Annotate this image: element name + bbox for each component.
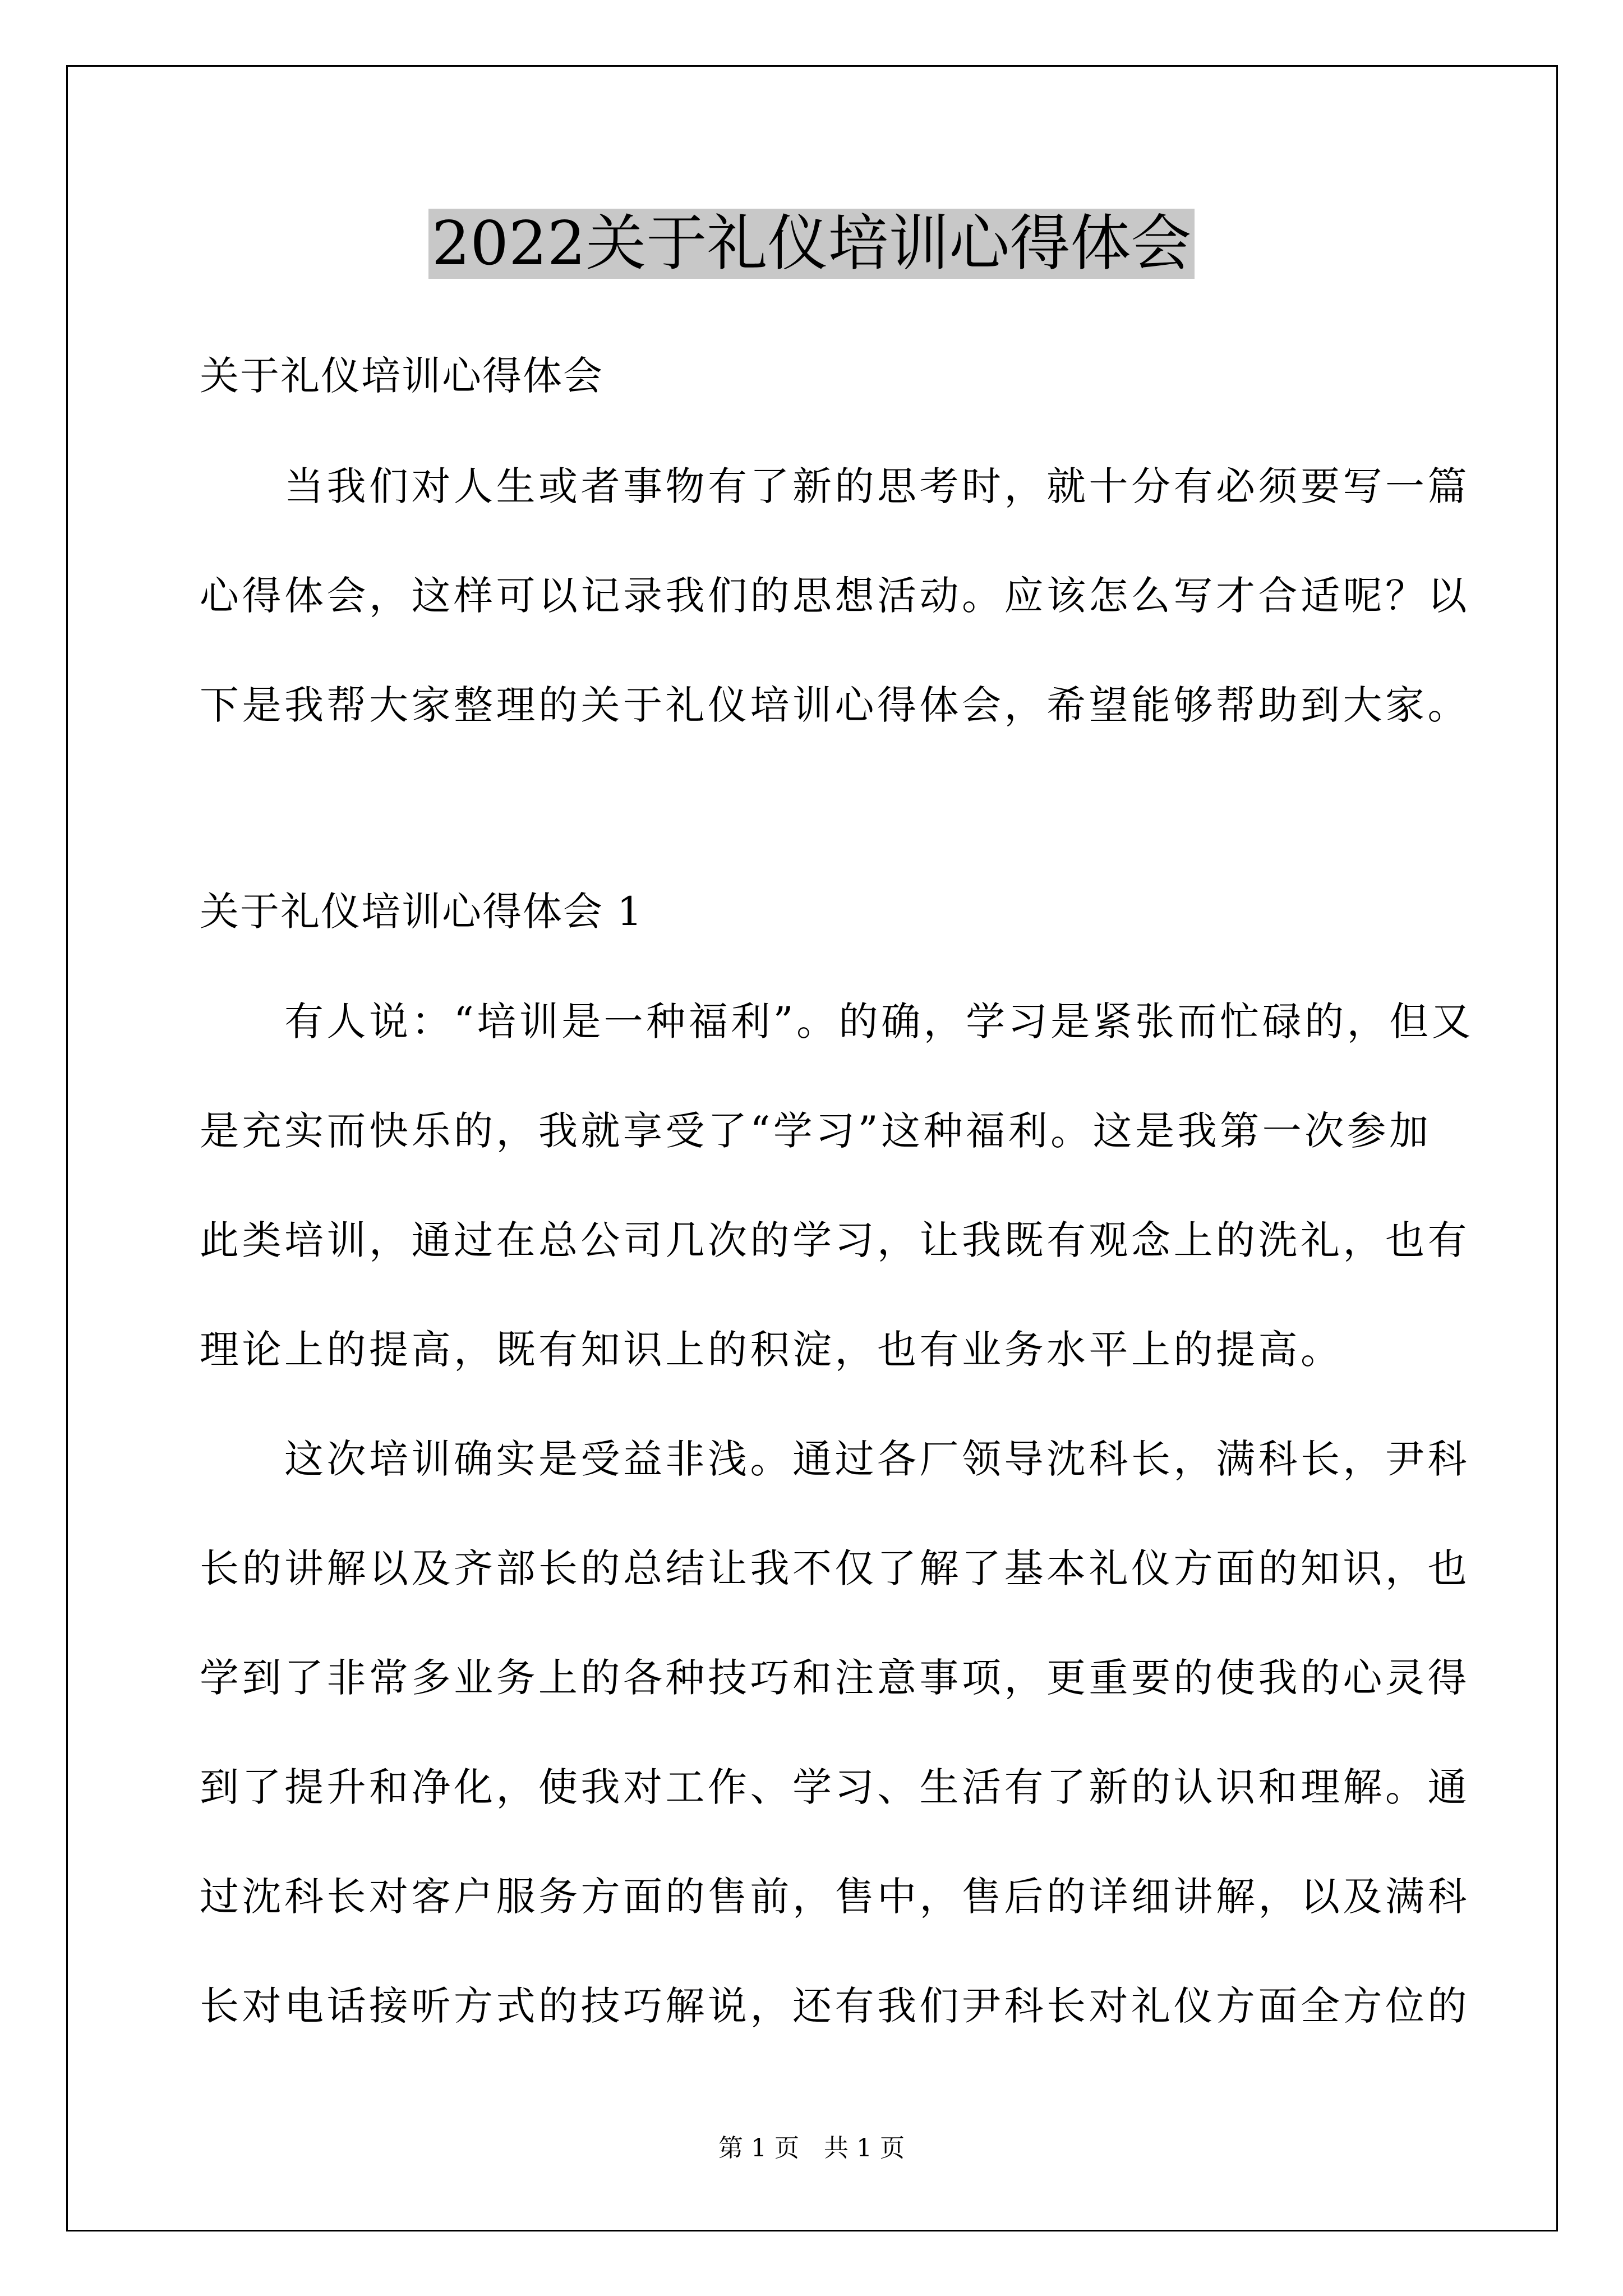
body-line-5: 这次培训确实是受益非浅。通过各厂领导沈科长，满科长，尹科 bbox=[200, 1436, 1470, 1482]
intro-line-2: 心得体会，这样可以记录我们的思想活动。应该怎么写才合适呢？以 bbox=[200, 573, 1470, 619]
body-line-7: 学到了非常多业务上的各种技巧和注意事项，更重要的使我的心灵得 bbox=[200, 1655, 1470, 1701]
document-title-text: 2022关于礼仪培训心得体会 bbox=[428, 209, 1195, 279]
body-line-2: 是充实而快乐的，我就享受了“学习”这种福利。这是我第一次参加 bbox=[200, 1108, 1432, 1154]
body-line-6: 长的讲解以及齐部长的总结让我不仅了解了基本礼仪方面的知识，也 bbox=[200, 1545, 1470, 1591]
document-title bbox=[0, 202, 1623, 286]
section-heading: 关于礼仪培训心得体会 1 bbox=[200, 889, 643, 935]
body-line-1: 有人说：“培训是一种福利”。的确，学习是紧张而忙碌的，但又 bbox=[200, 999, 1474, 1045]
body-line-3: 此类培训，通过在总公司几次的学习，让我既有观念上的洗礼，也有 bbox=[200, 1217, 1470, 1263]
intro-line-1: 当我们对人生或者事物有了新的思考时，就十分有必须要写一篇 bbox=[200, 463, 1470, 509]
body-line-4: 理论上的提高，既有知识上的积淀，也有业务水平上的提高。 bbox=[200, 1327, 1343, 1373]
document-subtitle: 关于礼仪培训心得体会 bbox=[200, 353, 603, 399]
body-line-10: 长对电话接听方式的技巧解说，还有我们尹科长对礼仪方面全方位的 bbox=[200, 1983, 1470, 2029]
body-line-9: 过沈科长对客户服务方面的售前，售中，售后的详细讲解，以及满科 bbox=[200, 1874, 1470, 1920]
intro-line-3: 下是我帮大家整理的关于礼仪培训心得体会，希望能够帮助到大家。 bbox=[200, 682, 1470, 728]
body-line-8: 到了提升和净化，使我对工作、学习、生活有了新的认识和理解。通 bbox=[200, 1764, 1470, 1810]
page-footer: 第 1 页 共 1 页 bbox=[718, 2134, 905, 2162]
